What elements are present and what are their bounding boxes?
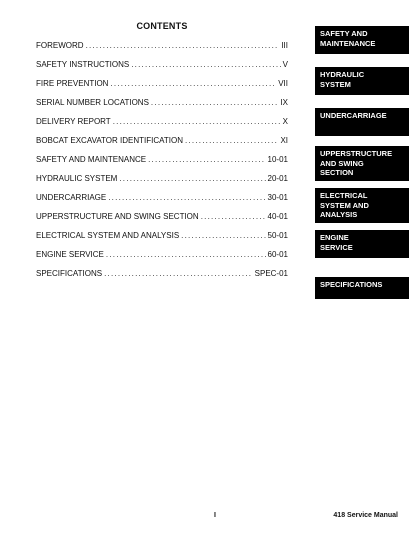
toc-entry-page: V bbox=[282, 60, 288, 69]
toc-entry-label: SAFETY INSTRUCTIONS bbox=[36, 60, 130, 69]
dot-leader bbox=[181, 230, 265, 242]
tab-specifications[interactable] bbox=[315, 277, 409, 299]
toc-entry-label: SPECIFICATIONS bbox=[36, 269, 103, 278]
toc-entry-label: FIRE PREVENTION bbox=[36, 79, 109, 88]
dot-leader bbox=[106, 249, 266, 261]
dot-leader bbox=[148, 154, 265, 166]
toc-entry-label: BOBCAT EXCAVATOR IDENTIFICATION bbox=[36, 136, 183, 145]
toc-entry-page: 30-01 bbox=[267, 193, 288, 202]
dot-leader bbox=[151, 97, 279, 109]
toc-entry-page: III bbox=[281, 41, 288, 50]
toc-entry-safety-and-maintenance[interactable] bbox=[36, 154, 288, 166]
toc-entry-label: DELIVERY REPORT bbox=[36, 117, 111, 126]
toc-entry-upperstructure-and-swing[interactable] bbox=[36, 211, 288, 223]
tab-hydraulic-system[interactable] bbox=[315, 67, 409, 95]
toc-entry-page: X bbox=[282, 117, 288, 126]
dot-leader bbox=[104, 268, 253, 280]
toc-entry-bobcat-excavator-identification[interactable] bbox=[36, 135, 288, 147]
dot-leader bbox=[119, 173, 265, 185]
toc-entry-page: IX bbox=[280, 98, 288, 107]
toc-entry-label: SAFETY AND MAINTENANCE bbox=[36, 155, 147, 164]
toc-entry-foreword[interactable] bbox=[36, 40, 288, 52]
tab-label: ENGINE SERVICE bbox=[320, 233, 353, 252]
manual-title: 418 Service Manual bbox=[333, 512, 398, 519]
toc-entry-page: 60-01 bbox=[267, 250, 288, 259]
toc-entry-label: HYDRAULIC SYSTEM bbox=[36, 174, 118, 183]
toc-entry-page: 40-01 bbox=[267, 212, 288, 221]
tab-label: SPECIFICATIONS bbox=[320, 280, 383, 289]
toc-entry-page: 20-01 bbox=[267, 174, 288, 183]
tab-electrical-system-and-analysis[interactable] bbox=[315, 188, 409, 223]
toc-entry-label: UNDERCARRIAGE bbox=[36, 193, 107, 202]
dot-leader bbox=[185, 135, 278, 147]
tab-label: HYDRAULIC SYSTEM bbox=[320, 70, 365, 89]
dot-leader bbox=[110, 78, 276, 90]
toc-entry-specifications[interactable] bbox=[36, 268, 288, 280]
toc-entry-serial-number-locations[interactable] bbox=[36, 97, 288, 109]
tab-undercarriage[interactable] bbox=[315, 108, 409, 136]
toc-entry-safety-instructions[interactable] bbox=[36, 59, 288, 71]
tab-safety-and-maintenance[interactable] bbox=[315, 26, 409, 54]
tab-label: ELECTRICAL SYSTEM AND ANALYSIS bbox=[320, 191, 369, 219]
dot-leader bbox=[113, 116, 281, 128]
dot-leader bbox=[201, 211, 266, 223]
toc-entry-undercarriage[interactable] bbox=[36, 192, 288, 204]
toc-entry-page: SPEC-01 bbox=[254, 269, 288, 278]
toc-entry-label: ENGINE SERVICE bbox=[36, 250, 104, 259]
toc-entry-delivery-report[interactable] bbox=[36, 116, 288, 128]
page-number: I bbox=[214, 512, 216, 519]
toc-entry-label: ELECTRICAL SYSTEM AND ANALYSIS bbox=[36, 231, 180, 240]
toc-entry-label: SERIAL NUMBER LOCATIONS bbox=[36, 98, 149, 107]
page-title: CONTENTS bbox=[136, 21, 188, 31]
toc-entry-engine-service[interactable] bbox=[36, 249, 288, 261]
toc-entry-label: UPPERSTRUCTURE AND SWING SECTION bbox=[36, 212, 199, 221]
toc-entry-page: 50-01 bbox=[267, 231, 288, 240]
toc-entry-page: XI bbox=[280, 136, 288, 145]
toc-entry-hydraulic-system[interactable] bbox=[36, 173, 288, 185]
tab-upperstructure-and-swing-section[interactable] bbox=[315, 146, 409, 181]
toc-entry-page: 10-01 bbox=[267, 155, 288, 164]
tab-engine-service[interactable] bbox=[315, 230, 409, 258]
toc-entry-fire-prevention[interactable] bbox=[36, 78, 288, 90]
tab-label: UPPERSTRUCTURE AND SWING SECTION bbox=[320, 149, 393, 177]
toc-entry-electrical-system[interactable] bbox=[36, 230, 288, 242]
dot-leader bbox=[108, 192, 265, 204]
dot-leader bbox=[131, 59, 280, 71]
dot-leader bbox=[86, 40, 280, 52]
tab-label: UNDERCARRIAGE bbox=[320, 111, 387, 120]
tab-label: SAFETY AND MAINTENANCE bbox=[320, 29, 376, 48]
toc-entry-page: VII bbox=[278, 79, 288, 88]
toc-entry-label: FOREWORD bbox=[36, 41, 84, 50]
